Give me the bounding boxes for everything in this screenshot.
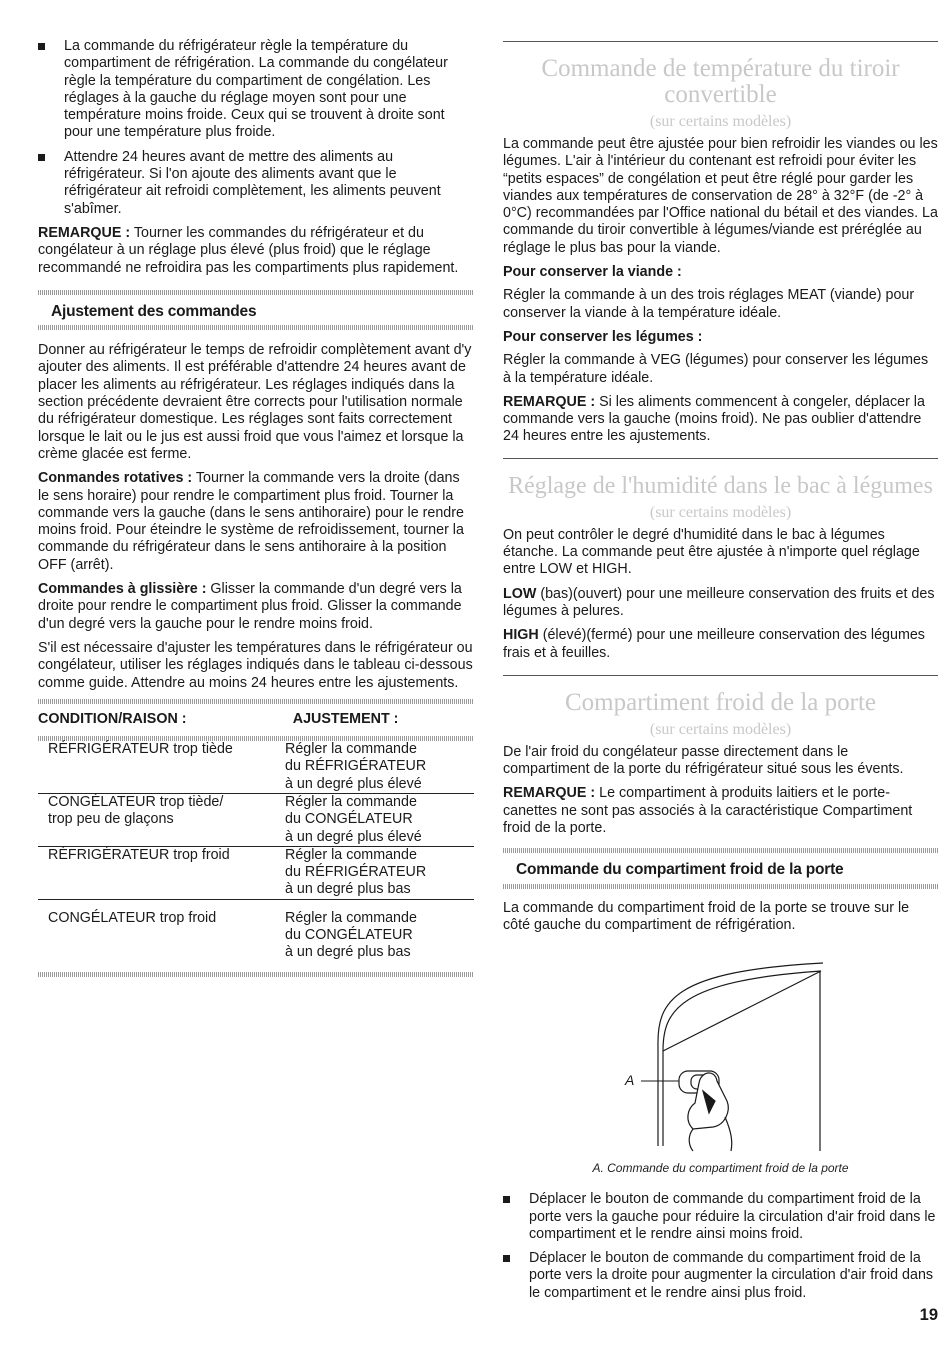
bullet-square-icon [38,154,45,161]
paragraph: LOW (bas)(ouvert) pour une meilleure conservation des fruits et des légumes à pelures. [503,585,935,619]
section-heading: Commande du compartiment froid de la porte [516,861,844,879]
paragraph: Pour conserver les légumes : [503,328,703,345]
figure-label-a: A [625,1072,635,1089]
left-column [38,0,474,977]
paragraph: La commande du compartiment froid de la porte se trouve sur le côté gauche du compartiment de réfrigération. [503,899,910,933]
paragraph: Pour conserver la viande : [503,264,682,281]
control-slider-icon [679,1071,732,1151]
refrigerator-door-illustration [503,941,938,1181]
adjustment-table-body [38,741,474,972]
page-number: 19 [919,1306,938,1324]
section-subtitle: (sur certains modèles) [649,720,792,738]
paragraph: Commandes à glissière : Glisser la commande d'un degré vers la droite pour rendre le compartiment plus froid. Glisser la commande d'un degré vers la gauche pour le rendre moins froid. [38,581,462,632]
table-header-condition: CONDITION/RAISON : [38,710,187,727]
paragraph: La commande peut être ajustée pour bien refroidir les viandes ou les légumes. L'air à l'intérieur du contenant est refroidi pour éviter les “petits espaces” de congélation et peut être réglé pour garder les viandes aux températures de conservation de 28° à 32°F (de -2° à 0°C) recommandées par l'Office national du bétail et des viandes. La commande du tiroir convertible à légumes/viande est préréglée au réglage le plus bas pour la viande. [503,136,938,256]
table-row: RÉFRIGÉRATEUR trop tiède Régler la commande du RÉFRIGÉRATEUR à un degré plus élevé [38,741,474,793]
paragraph: De l'air froid du congélateur passe directement dans le compartiment de la porte du réfrigérateur situé sous les évents. [503,743,904,778]
section-subtitle: (sur certains modèles) [649,503,792,521]
bullet-item: Déplacer le bouton de commande du compartiment froid de la porte vers la droite pour augmenter la circulation d'air froid dans le compartiment et le rendre ainsi plus froid. [503,1250,938,1302]
paragraph: Régler la commande à VEG (légumes) pour conserver les légumes à la température idéale. [503,352,929,386]
remarque-note: REMARQUE : Si les aliments commencent à congeler, déplacer la commande vers la gauche (moins froid). Ne pas oublier d'attendre 24 heures entre les ajustements. [503,393,925,445]
table-row: CONGÉLATEUR trop tiède/ trop peu de glaçons Régler la commande du CONGÉLATEUR à un degré plus élevé [38,793,474,846]
bullet-square-icon [503,1196,510,1203]
paragraph: Donner au réfrigérateur le temps de refroidir complètement avant d'y ajouter des aliments. Il est préférable d'attendre 24 heures avant de placer les aliments au réfrigérateur. Les réglages indiqués dans la section précédente devraient être corrects pour l'utilisation normale du réfrigérateur domestique. Les réglages sont faits correctement lorsque le lait ou le jus est aussi froid que vous l'aimez et lorsque la crème glacée est ferme. [38,342,472,462]
adjustment-table [38,704,474,736]
bullet-item: La commande du réfrigérateur règle la température du compartiment de réfrigération. La commande du congélateur règle la température du compartiment de congélation. Les réglages à la gauche du réglage moyen sont pour une température moins froide. Ceux qui se trouvent à droite sont pour une température plus froide. [38,38,474,142]
section-heading: Ajustement des commandes [51,302,257,320]
paragraph: On peut contrôler le degré d'humidité dans le bac à légumes étanche. La commande peut être ajustée à n'importe quel réglage entre LOW et HIGH. [503,526,920,578]
remarque-note: REMARQUE : Le compartiment à produits laitiers et le porte-canettes ne sont pas associés à la caractéristique Compartiment froid de la porte. [503,785,913,837]
paragraph: Conmandes rotatives : Tourner la commande vers la droite (dans le sens horaire) pour rendre le compartiment plus froid. Tourner la commande vers la gauche (dans le sens antihoraire) pour le rendre moins froid. Pour éteindre le système de refroidissement, tourner la commande du réfrigérateur dans le sens antihoraire à la position OFF (arrêt). [38,470,464,573]
figure-caption: A. Commande du compartiment froid de la porte [592,1161,849,1176]
paragraph: Régler la commande à un des trois réglages MEAT (viande) pour conserver la viande à la température idéale. [503,287,915,321]
paragraph: HIGH (élevé)(fermé) pour une meilleure conservation des légumes frais et à feuilles. [503,627,925,661]
bullet-square-icon [38,43,45,50]
table-row: CONGÉLATEUR trop froid Régler la commande du CONGÉLATEUR à un degré plus bas [48,909,417,961]
section-subtitle: (sur certains modèles) [649,113,792,130]
door-liner [663,971,821,1051]
remarque-note: REMARQUE : Tourner les commandes du réfrigérateur et du congélateur à un réglage plus élevé (plus froid) que le réglage recommandé ne refroidira pas les compartiments plus rapidement. [38,224,459,276]
bullet-square-icon [503,1255,510,1262]
door-figure [503,941,938,1191]
section-title: Compartiment froid de la porte [564,688,877,716]
section-title: Réglage de l'humidité dans le bac à légumes [508,472,933,499]
bullet-item: Déplacer le bouton de commande du compartiment froid de la porte vers la gauche pour réduire la circulation d'air froid dans le compartiment et le rendre ainsi moins froid. [503,1191,938,1243]
table-rule [38,972,474,977]
section-title: Commande de température du tiroir convertible [541,55,900,108]
table-header-adjustment: AJUSTEMENT : [292,710,399,727]
right-column [503,0,938,1309]
table-row: RÉFRIGÉRATEUR trop froid Régler la commande du RÉFRIGÉRATEUR à un degré plus bas [38,846,474,899]
bullet-item: Attendre 24 heures avant de mettre des aliments au réfrigérateur. Si l'on ajoute des aliments avant que le réfrigérateur ait refroidi complètement, les aliments peuvent s'abîmer. [38,149,474,218]
paragraph: S'il est nécessaire d'ajuster les températures dans le réfrigérateur ou congélateur, utiliser les réglages indiqués dans le tableau ci-dessous comme guide. Attendre au moins 24 heures entre les ajustements. [38,639,473,691]
